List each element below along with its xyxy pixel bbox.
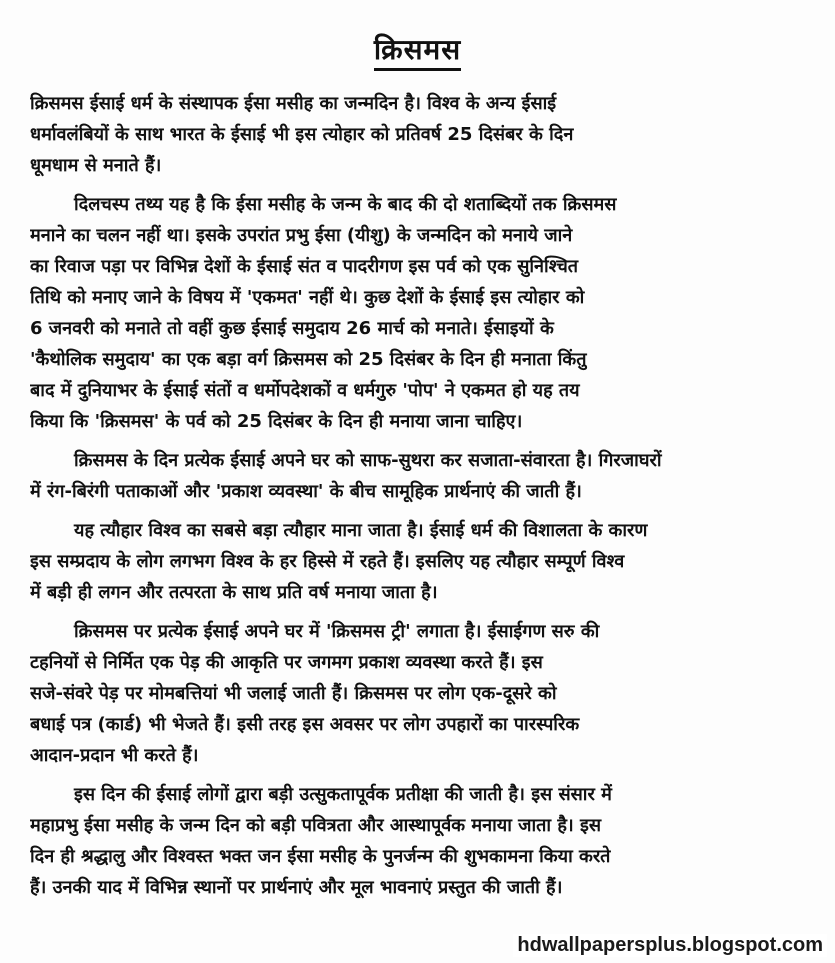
text-line: इस सम्प्रदाय के लोग लगभग विश्व के हर हिस्से में रहते हैं। इसलिए यह त्यौहार सम्पूर्ण विश्व — [30, 551, 625, 572]
text-line: धर्मावलंबियों के साथ भारत के ईसाई भी इस त्योहार को प्रतिवर्ष 25 दिसंबर के दिन — [30, 124, 574, 145]
text-line: इस दिन की ईसाई लोगों द्वारा बड़ी उत्सुकतापूर्वक प्रतीक्षा की जाती है। इस संसार में — [74, 784, 612, 805]
essay-body — [30, 88, 812, 911]
text-line: बाद में दुनियाभर के ईसाई संतों व धर्मोपदेशकों व धर्मगुरु 'पोप' ने एकमत हो यह तय — [30, 380, 580, 401]
text-line: यह त्यौहार विश्व का सबसे बड़ा त्यौहार माना जाता है। ईसाई धर्म की विशालता के कारण — [74, 520, 648, 541]
text-line: तिथि को मनाए जाने के विषय में 'एकमत' नहीं थे। कुछ देशों के ईसाई इस त्योहार को — [30, 287, 585, 308]
text-line: हैं। उनकी याद में विभिन्न स्थानों पर प्रार्थनाएं और मूल भावनाएं प्रस्तुत की जाती हैं। — [30, 877, 563, 898]
watermark-text: hdwallpapersplus.blogspot.com — [513, 934, 827, 957]
page-title — [0, 30, 835, 68]
text-line: 'कैथोलिक समुदाय' का एक बड़ा वर्ग क्रिसमस को 25 दिसंबर के दिन ही मनाता किंतु — [30, 349, 587, 370]
text-line: में रंग-बिरंगी पताकाओं और 'प्रकाश व्यवस्था' के बीच सामूहिक प्रार्थनाएं की जाती हैं। — [30, 481, 582, 502]
paragraph-5 — [30, 616, 812, 771]
text-line: दिलचस्प तथ्य यह है कि ईसा मसीह के जन्म के बाद की दो शताब्दियों तक क्रिसमस — [74, 194, 617, 215]
text-line: दिन ही श्रद्धालु और विश्वस्त भक्त जन ईसा मसीह के पुनर्जन्म की शुभकामना किया करते — [30, 846, 611, 867]
text-line: किया कि 'क्रिसमस' के पर्व को 25 दिसंबर के दिन ही मनाया जाना चाहिए। — [30, 411, 523, 432]
text-line: का रिवाज पड़ा पर विभिन्न देशों के ईसाई संत व पादरीगण इस पर्व को एक सुनिश्चित — [30, 256, 579, 277]
paragraph-4 — [30, 515, 812, 608]
paragraph-2 — [30, 189, 812, 437]
paragraph-3 — [30, 445, 812, 507]
text-line: सजे-संवरे पेड़ पर मोमबत्तियां भी जलाई जाती हैं। क्रिसमस पर लोग एक-दूसरे को — [30, 683, 557, 704]
text-line: आदान-प्रदान भी करते हैं। — [30, 745, 199, 766]
text-line: धूमधाम से मनाते हैं। — [30, 155, 162, 176]
text-line: 6 जनवरी को मनाते तो वहीं कुछ ईसाई समुदाय 26 मार्च को मनाते। ईसाइयों के — [30, 318, 554, 339]
text-line: मनाने का चलन नहीं था। इसके उपरांत प्रभु ईसा (यीशु) के जन्मदिन को मनाये जाने — [30, 225, 573, 246]
paragraph-6 — [30, 779, 812, 903]
text-line: क्रिसमस के दिन प्रत्येक ईसाई अपने घर को साफ-सुथरा कर सजाता-संवारता है। गिरजाघरों — [74, 450, 662, 471]
text-line: टहनियों से निर्मित एक पेड़ की आकृति पर जगमग प्रकाश व्यवस्था करते हैं। इस — [30, 652, 543, 673]
text-line: क्रिसमस पर प्रत्येक ईसाई अपने घर में 'क्रिसमस ट्री' लगाता है। ईसाईगण सरु की — [74, 621, 600, 642]
paragraph-1 — [30, 88, 812, 181]
text-line: बधाई पत्र (कार्ड) भी भेजते हैं। इसी तरह इस अवसर पर लोग उपहारों का पारस्परिक — [30, 714, 580, 735]
text-line: महाप्रभु ईसा मसीह के जन्म दिन को बड़ी पवित्रता और आस्थापूर्वक मनाया जाता है। इस — [30, 815, 601, 836]
title-text: क्रिसमस — [374, 33, 461, 71]
text-line: में बड़ी ही लगन और तत्परता के साथ प्रति वर्ष मनाया जाता है। — [30, 582, 438, 603]
text-line: क्रिसमस ईसाई धर्म के संस्थापक ईसा मसीह का जन्मदिन है। विश्व के अन्य ईसाई — [30, 93, 557, 114]
